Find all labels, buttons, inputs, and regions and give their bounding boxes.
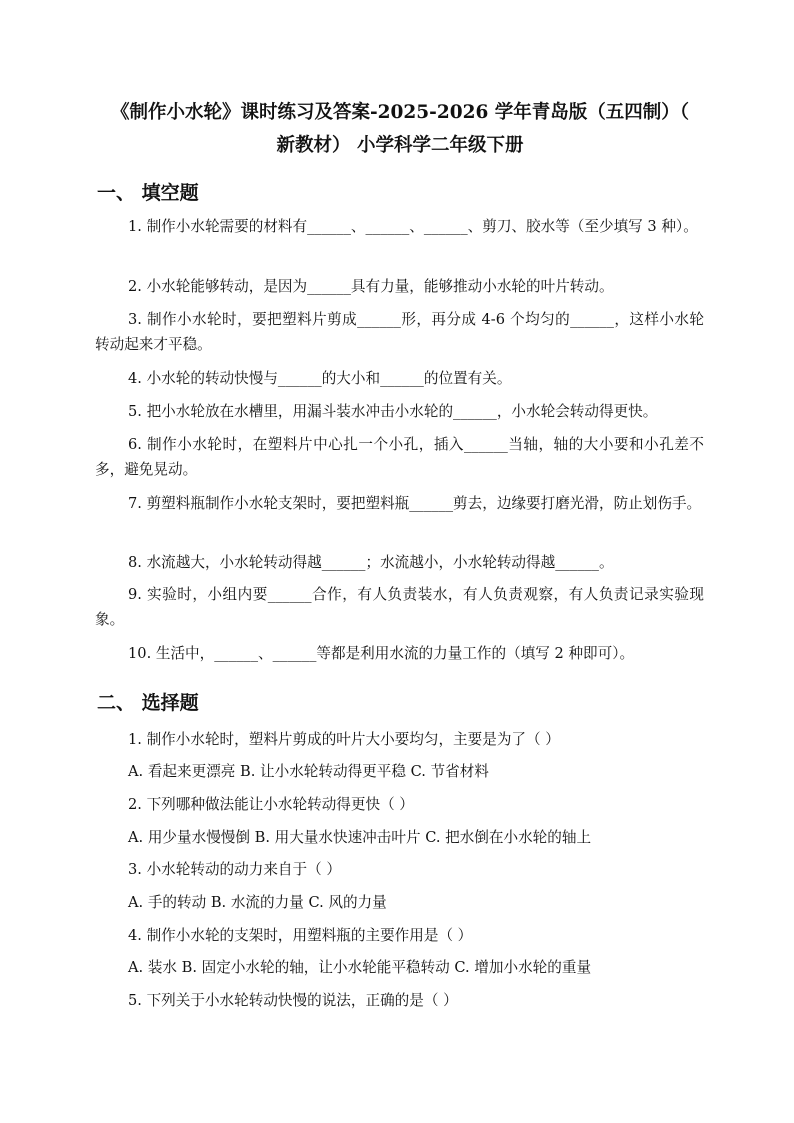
fill-question-6: 6. 制作小水轮时，在塑料片中心扎一个小孔，插入______当轴，轴的大小要和小孔差不多，避免晃动。 xyxy=(95,436,704,478)
choice-options-4: A. 装水 B. 固定小水轮的轴，让小水轮能平稳转动 C. 增加小水轮的重量 xyxy=(128,959,592,976)
fill-question-8: 8. 水流越大，小水轮转动得越______；水流越小，小水轮转动得越______。 xyxy=(128,554,614,571)
choice-question-1: 1. 制作小水轮时，塑料片剪成的叶片大小要均匀，主要是为了（ ） xyxy=(128,731,560,748)
choice-question-2: 2. 下列哪种做法能让小水轮转动得更快（ ） xyxy=(128,796,414,813)
choice-question-4: 4. 制作小水轮的支架时，用塑料瓶的主要作用是（ ） xyxy=(128,927,473,944)
title-line-2: 新教材） 小学科学二年级下册 xyxy=(276,135,524,156)
fill-question-9: 9. 实验时，小组内要______合作，有人负责装水，有人负责观察，有人负责记录实验现象。 xyxy=(95,586,704,628)
choice-options-1: A. 看起来更漂亮 B. 让小水轮转动得更平稳 C. 节省材料 xyxy=(128,763,489,780)
choice-question-3: 3. 小水轮转动的动力来自于（ ） xyxy=(128,861,341,878)
fill-question-1: 1. 制作小水轮需要的材料有______、______、______、剪刀、胶水等（至少填写 3 种）。 xyxy=(128,218,698,235)
section-heading-choice: 二、 选择题 xyxy=(97,692,199,714)
fill-question-5: 5. 把小水轮放在水槽里，用漏斗装水冲击小水轮的______，小水轮会转动得更快。 xyxy=(128,403,658,420)
choice-options-2: A. 用少量水慢慢倒 B. 用大量水快速冲击叶片 C. 把水倒在小水轮的轴上 xyxy=(128,829,592,846)
fill-question-2: 2. 小水轮能够转动，是因为______具有力量，能够推动小水轮的叶片转动。 xyxy=(128,278,614,295)
document-title xyxy=(95,96,705,162)
fill-question-10: 10. 生活中，______、______等都是利用水流的力量工作的（填写 2 种即可）。 xyxy=(128,645,635,662)
title-line-1: 《制作小水轮》课时练习及答案-2025-2026 学年青岛版（五四制）（ xyxy=(110,102,690,123)
fill-question-4: 4. 小水轮的转动快慢与______的大小和______的位置有关。 xyxy=(128,370,512,387)
fill-question-7: 7. 剪塑料瓶制作小水轮支架时，要把塑料瓶______剪去，边缘要打磨光滑，防止划伤手。 xyxy=(128,495,702,512)
choice-options-3: A. 手的转动 B. 水流的力量 C. 风的力量 xyxy=(128,894,387,911)
fill-question-3: 3. 制作小水轮时，要把塑料片剪成______形，再分成 4-6 个均匀的______，这样小水轮转动起来才平稳。 xyxy=(95,311,704,353)
choice-question-5: 5. 下列关于小水轮转动快慢的说法，正确的是（ ） xyxy=(128,992,458,1009)
section-heading-fill-blank: 一、 填空题 xyxy=(97,182,199,204)
